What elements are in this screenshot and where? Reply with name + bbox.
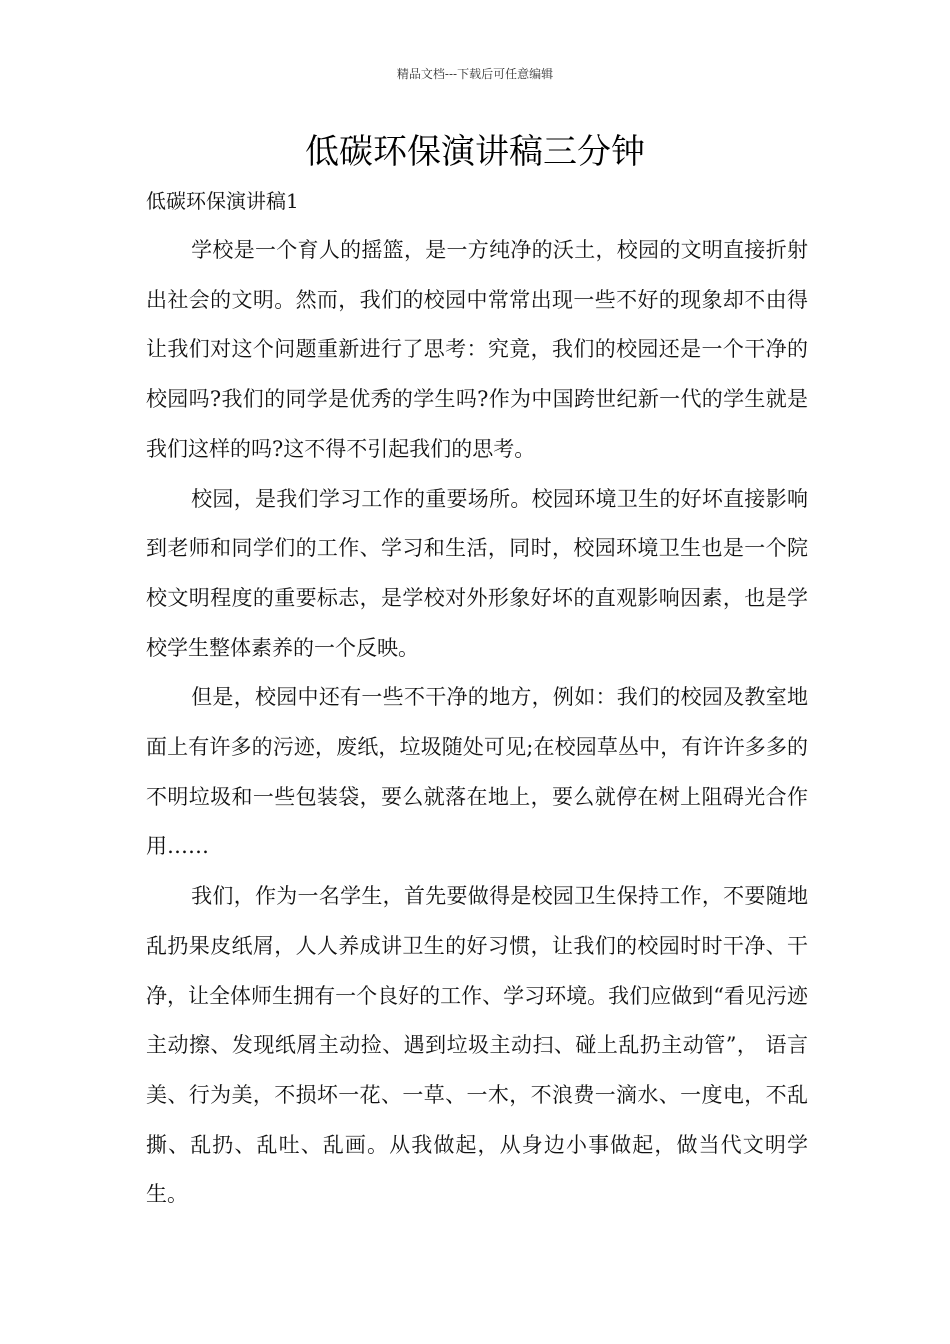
paragraph-4: 我们，作为一名学生，首先要做得是校园卫生保持工作，不要随地乱扔果皮纸屑，人人养成讲卫生的好习惯，让我们的校园时时干净、干净，让全体师生拥有一个良好的工作、学习环境。我们应做到“看见污迹主动擦、发现纸屑主动捡、遇到垃圾主动扫、碰上乱扔主动管”， 语言美、行为美，不损坏一花、一草、一木，不浪费一滴水、一度电，不乱撕、乱扔、乱吐、乱画。从我做起，从身边小事做起，做当代文明学生。 <box>146 884 808 1207</box>
section-heading: 低碳环保演讲稿1 <box>146 189 299 213</box>
paragraph-3: 但是，校园中还有一些不干净的地方，例如：我们的校园及教室地面上有许多的污迹，废纸，垃圾随处可见;在校园草丛中，有许许多多的不明垃圾和一些包装袋，要么就落在地上，要么就停在树上阻碍光合作用…… <box>146 685 808 859</box>
header-note: 精品文档---下载后可任意编辑 <box>396 67 554 81</box>
paragraph-1: 学校是一个育人的摇篮，是一方纯净的沃土，校园的文明直接折射出社会的文明。然而，我们的校园中常常出现一些不好的现象却不由得让我们对这个问题重新进行了思考：究竟，我们的校园还是一个干净的校园吗?我们的同学是优秀的学生吗?作为中国跨世纪新一代的学生就是我们这样的吗?这不得不引起我们的思考。 <box>146 238 808 461</box>
document-body <box>146 226 808 1220</box>
document-title: 低碳环保演讲稿三分钟 <box>305 132 645 172</box>
paragraph-2: 校园，是我们学习工作的重要场所。校园环境卫生的好坏直接影响到老师和同学们的工作、学习和生活，同时，校园环境卫生也是一个院校文明程度的重要标志，是学校对外形象好坏的直观影响因素，也是学校学生整体素养的一个反映。 <box>146 486 808 660</box>
